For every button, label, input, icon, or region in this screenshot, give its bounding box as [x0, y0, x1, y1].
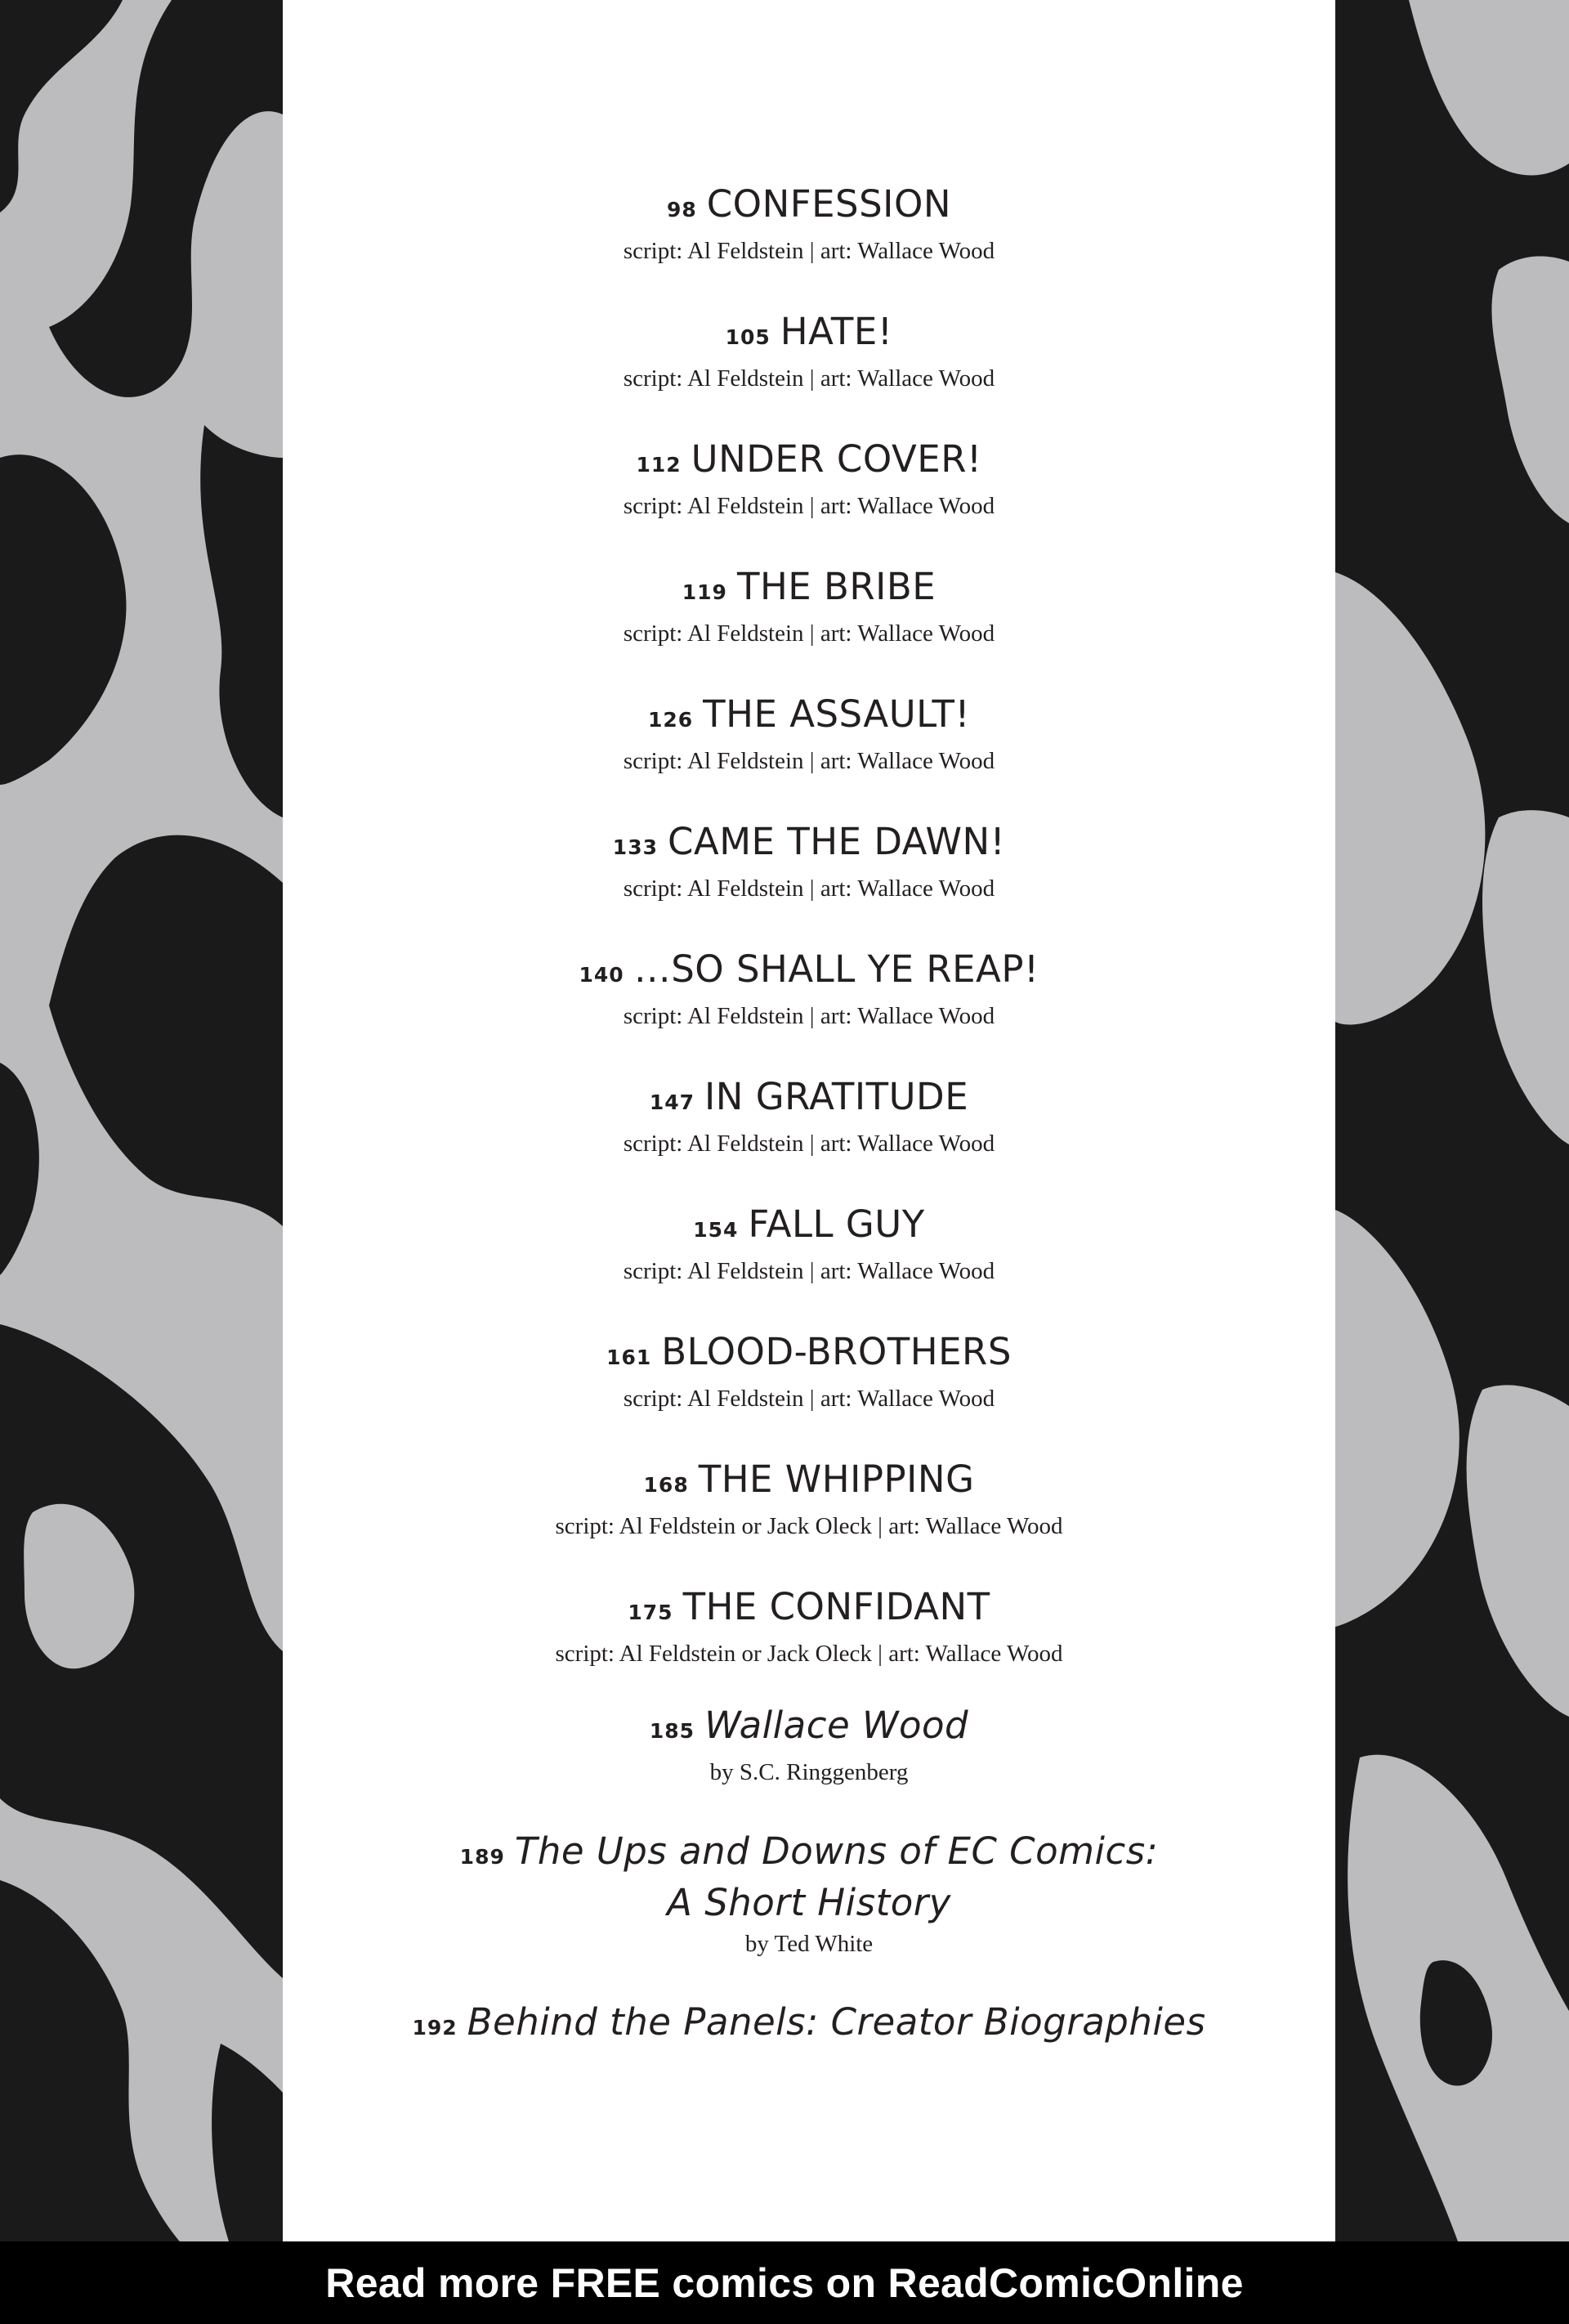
essay-title: Behind the Panels: Creator Biographies: [467, 2000, 1206, 2044]
page-number: 154: [693, 1218, 739, 1242]
page-number: 161: [606, 1346, 652, 1369]
toc-essay-entry: [283, 1999, 1335, 2051]
entry-title-line: [283, 1457, 1335, 1508]
story-credit: script: Al Feldstein | art: Wallace Wood: [623, 748, 995, 774]
story-credit: script: Al Feldstein | art: Wallace Wood: [623, 1258, 995, 1284]
page-number: 105: [725, 325, 771, 349]
entry-title-line: [283, 564, 1335, 616]
footer-banner: [0, 2241, 1569, 2324]
essay-credit: by Ted White: [744, 1931, 874, 1957]
story-title: IN GRATITUDE: [704, 1075, 969, 1118]
story-title: THE ASSAULT!: [703, 692, 971, 736]
story-credit: script: Al Feldstein or Jack Oleck | art: Wallace Wood: [555, 1513, 1063, 1539]
toc-entry: [283, 437, 1335, 521]
left-artwork-illustration: [0, 0, 283, 2241]
story-title: THE CONFIDANT: [682, 1585, 990, 1628]
essay-title-line-1: The Ups and Downs of EC Comics:: [514, 1829, 1159, 1873]
table-of-contents: [283, 0, 1335, 2241]
story-credit: script: Al Feldstein | art: Wallace Wood: [623, 875, 995, 902]
story-credit: script: Al Feldstein | art: Wallace Wood: [623, 620, 995, 647]
entry-title-line: [283, 1074, 1335, 1126]
page-number: 126: [647, 708, 694, 732]
page-number: 140: [579, 963, 624, 987]
story-credit: script: Al Feldstein or Jack Oleck | art: Wallace Wood: [555, 1641, 1063, 1667]
toc-entry: [283, 1202, 1335, 1286]
story-title: BLOOD-BROTHERS: [661, 1330, 1012, 1373]
toc-essay-entry: [283, 1829, 1335, 1959]
right-artwork-illustration: [1335, 0, 1569, 2241]
entry-title-line: [283, 1703, 1335, 1754]
story-title: THE WHIPPING: [698, 1458, 975, 1501]
page-number: 133: [612, 835, 658, 859]
entry-title-line: [283, 309, 1335, 360]
page-number: 112: [636, 453, 682, 477]
essay-credit: by S.C. Ringgenberg: [709, 1759, 909, 1785]
story-title: HATE!: [780, 310, 893, 353]
page-number: 168: [643, 1473, 689, 1497]
page-number: 147: [649, 1090, 695, 1114]
page-number: 175: [628, 1601, 673, 1624]
story-credit: script: Al Feldstein | art: Wallace Wood: [623, 238, 995, 264]
story-credit: script: Al Feldstein | art: Wallace Wood: [623, 1131, 995, 1157]
story-title: …SO SHALL YE REAP!: [633, 947, 1039, 991]
page-number: 119: [682, 580, 727, 604]
essay-title: Wallace Wood: [704, 1704, 969, 1747]
page-number: 98: [666, 198, 697, 222]
page-number: 185: [649, 1719, 695, 1743]
toc-entry: [283, 1074, 1335, 1158]
story-title: CAME THE DAWN!: [667, 820, 1006, 863]
story-credit: script: Al Feldstein | art: Wallace Wood: [623, 493, 995, 519]
toc-entry: [283, 692, 1335, 776]
page-number: 192: [412, 2016, 458, 2040]
toc-entry: [283, 564, 1335, 648]
entry-title-line: [283, 1584, 1335, 1636]
entry-title-line: [283, 692, 1335, 743]
story-title: THE BRIBE: [736, 565, 936, 608]
entry-title-line: [283, 1999, 1335, 2051]
footer-promo-text: Read more FREE comics on ReadComicOnline: [325, 2259, 1244, 2306]
entry-title-line: [283, 437, 1335, 488]
entry-title-line: [283, 1329, 1335, 1381]
toc-entry: [283, 947, 1335, 1031]
story-title: FALL GUY: [748, 1202, 925, 1246]
story-credit: script: Al Feldstein | art: Wallace Wood: [623, 1386, 995, 1412]
entry-title-line: [283, 819, 1335, 871]
right-art-panel: [1335, 0, 1569, 2241]
story-credit: script: Al Feldstein | art: Wallace Wood: [623, 1003, 995, 1029]
essay-title-line-2: A Short History: [667, 1881, 951, 1924]
page-number: 189: [459, 1845, 505, 1869]
entry-title-line: [283, 181, 1335, 233]
toc-entry: [283, 1329, 1335, 1413]
story-title: UNDER COVER!: [691, 437, 982, 481]
left-art-panel: [0, 0, 283, 2241]
entry-title-line: [283, 1829, 1335, 1880]
toc-entry: [283, 1584, 1335, 1668]
toc-entry: [283, 1457, 1335, 1541]
entry-title-line: [283, 1202, 1335, 1253]
toc-entry: [283, 309, 1335, 393]
toc-entry: [283, 819, 1335, 903]
entry-title-line: [283, 947, 1335, 998]
toc-essay-entry: [283, 1703, 1335, 1787]
story-title: CONFESSION: [706, 182, 952, 226]
toc-entry: [283, 181, 1335, 266]
story-credit: script: Al Feldstein | art: Wallace Wood: [623, 365, 995, 392]
